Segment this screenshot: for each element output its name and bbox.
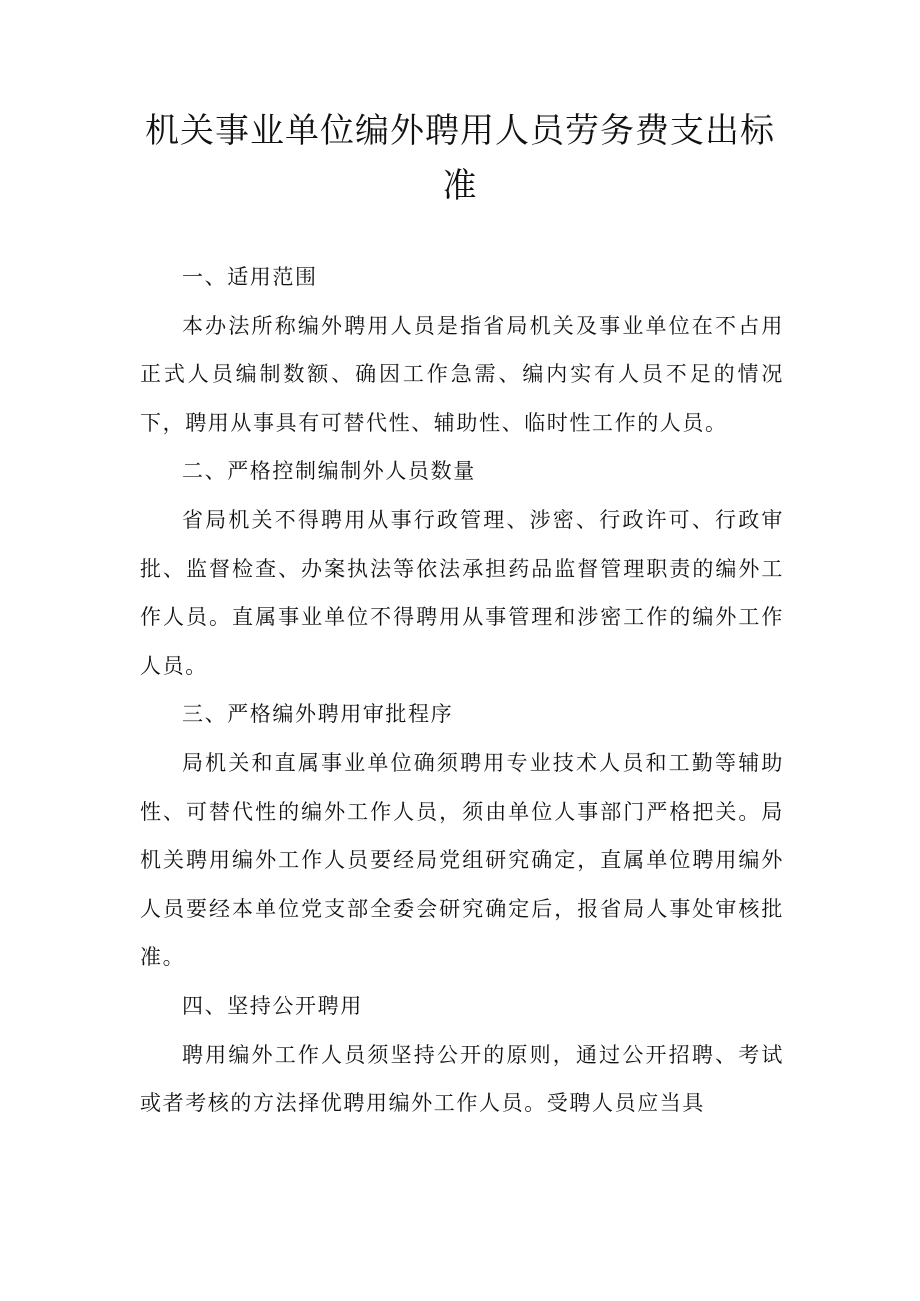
section-text-scope: 本办法所称编外聘用人员是指省局机关及事业单位在不占用正式人员编制数额、确因工作急需、编内实有人员不足的情况下，聘用从事具有可替代性、辅助性、临时性工作的人员。 — [140, 313, 784, 435]
section-text-open-recruitment: 聘用编外工作人员须坚持公开的原则，通过公开招聘、考试或者考核的方法择优聘用编外工作人员。受聘人员应当具 — [140, 1042, 784, 1116]
section-heading-open-recruitment: 四、坚持公开聘用 — [182, 993, 363, 1018]
section-text-approval-procedure: 局机关和直属事业单位确须聘用专业技术人员和工勤等辅助性、可替代性的编外工作人员，须由单位人事部门严格把关。局机关聘用编外工作人员要经局党组研究确定，直属单位聘用编外人员要经本单位党支部全委会研究确定后，报省局人事处审核批准。 — [140, 750, 784, 970]
document-body — [140, 253, 784, 1128]
section-heading-approval-procedure: 三、严格编外聘用审批程序 — [182, 702, 454, 727]
section-heading-control-quantity: 二、严格控制编制外人员数量 — [182, 459, 476, 484]
document-title: 机关事业单位编外聘用人员劳务费支出标准 — [145, 111, 775, 206]
section-heading-scope: 一、适用范围 — [182, 265, 318, 289]
section-text-control-quantity: 省局机关不得聘用从事行政管理、涉密、行政许可、行政审批、监督检查、办案执法等依法承担药品监督管理职责的编外工作人员。直属事业单位不得聘用从事管理和涉密工作的编外工作人员。 — [140, 507, 784, 678]
